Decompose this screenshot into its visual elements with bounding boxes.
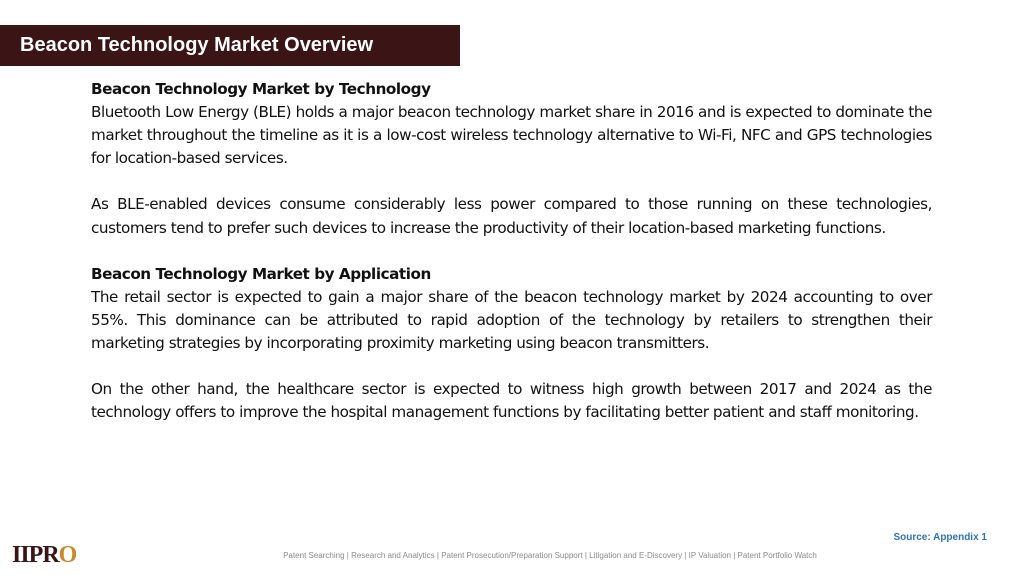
paragraph-healthcare: On the other hand, the healthcare sector is expected to witness high growth between 2017 and 2024 as the technology offers to improve the hospital management functions by facilitating better patient and staff monitoring. bbox=[91, 380, 932, 422]
paragraph-ble-power: As BLE-enabled devices consume considerably less power compared to those running on these technologies, customers tend to prefer such devices to increase the productivity of their location-based marketing functions. bbox=[91, 195, 932, 237]
page-title: Beacon Technology Market Overview bbox=[0, 25, 460, 66]
paragraph-ble-share: Bluetooth Low Energy (BLE) holds a major beacon technology market share in 2016 and is expected to dominate the market throughout the timeline as it is a low-cost wireless technology alternative to Wi-Fi, NFC and GPS technologies for location-based services. bbox=[91, 103, 932, 168]
logo-text: IIPR bbox=[12, 542, 59, 568]
section-heading-technology: Beacon Technology Market by Technology bbox=[91, 80, 431, 98]
source-note: Source: Appendix 1 bbox=[893, 532, 987, 543]
logo-accent: O bbox=[58, 542, 77, 568]
section-heading-application: Beacon Technology Market by Application bbox=[91, 264, 431, 283]
footer-services: Patent Searching | Research and Analytics | Patent Prosecution/Preparation Support | Litigation and E-Discovery | IP Valuation | Patent Portfolio Watch bbox=[283, 551, 817, 560]
paragraph-retail: The retail sector is expected to gain a major share of the beacon technology market by 2024 accounting to over 55%. This dominance can be attributed to rapid adoption of the technology by retailers to strengthen their marketing strategies by incorporating proximity marketing using beacon transmitters. bbox=[91, 287, 932, 353]
main-content bbox=[91, 78, 932, 424]
